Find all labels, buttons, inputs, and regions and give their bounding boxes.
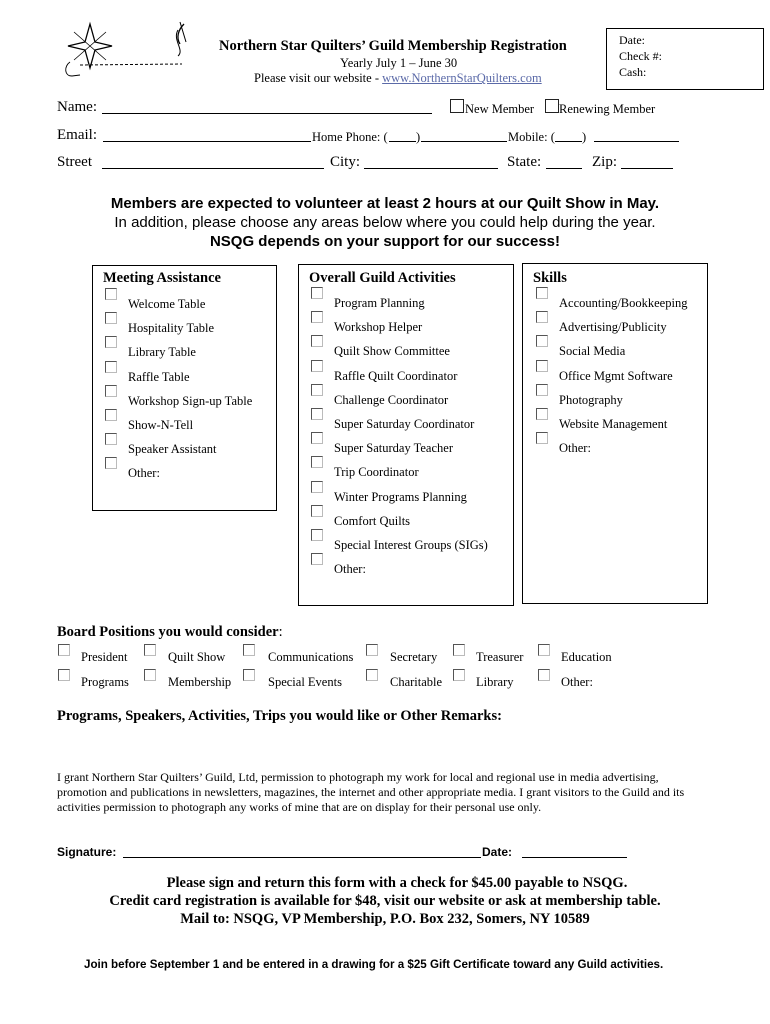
- meeting-assistance-option-label: Welcome Table: [128, 297, 206, 311]
- office-use-box: [606, 28, 764, 90]
- volunteer-notice: [0, 194, 770, 251]
- state-label: State:: [507, 154, 542, 170]
- skills-box: [522, 263, 708, 604]
- board-position-checkbox[interactable]: [453, 644, 465, 656]
- membership-period: Yearly July 1 – June 30: [340, 56, 458, 70]
- new-member-label: New Member: [465, 102, 535, 116]
- skills-option-label: Photography: [559, 392, 623, 407]
- board-position-checkbox[interactable]: [366, 669, 378, 681]
- board-position-label: Programs: [81, 675, 129, 689]
- drawing-notice: Join before September 1 and be entered in a drawing for a $25 Gift Certificate toward any Guild activities.: [84, 958, 664, 971]
- website-line: [254, 71, 542, 86]
- guild-activities-checkbox[interactable]: [311, 360, 323, 372]
- board-position-label: Library: [476, 675, 514, 689]
- guild-activities-checkbox[interactable]: [311, 335, 323, 347]
- meeting-assistance-option-label: Hospitality Table: [128, 321, 215, 336]
- skills-option-label: Office Mgmt Software: [559, 368, 673, 383]
- guild-activities-checkbox[interactable]: [311, 456, 323, 468]
- skills-checkbox[interactable]: [536, 408, 548, 420]
- board-position-checkbox[interactable]: [453, 669, 465, 681]
- guild-activities-checkbox[interactable]: [311, 432, 323, 444]
- guild-activities-checkbox[interactable]: [311, 553, 323, 565]
- website-link[interactable]: www.NorthernStarQuilters.com: [382, 71, 542, 85]
- street-field[interactable]: [102, 168, 324, 169]
- closing-line-2: Credit card registration is available for $48, visit our website or ask at membership table.: [109, 893, 661, 909]
- guild-activities-option-label: Workshop Helper: [334, 320, 423, 335]
- board-position-checkbox[interactable]: [243, 669, 255, 681]
- guild-activities-title: Overall Guild Activities: [309, 270, 456, 286]
- guild-activities-option-label: Trip Coordinator: [334, 465, 419, 480]
- zip-label: Zip:: [592, 154, 617, 170]
- guild-activities-checkbox[interactable]: [311, 287, 323, 299]
- board-position-checkbox[interactable]: [58, 669, 70, 681]
- remarks-area[interactable]: [57, 728, 717, 768]
- closing-instructions: [0, 874, 770, 928]
- meeting-assistance-checkbox[interactable]: [105, 361, 117, 373]
- renewing-member-checkbox[interactable]: [545, 99, 559, 113]
- guild-activities-checkbox[interactable]: [311, 408, 323, 420]
- email-label: Email:: [57, 127, 97, 143]
- home-phone-close: ): [416, 130, 421, 144]
- guild-activities-checkbox[interactable]: [311, 311, 323, 323]
- skills-option-label: Other:: [559, 441, 591, 456]
- signature-label: Signature:: [57, 845, 117, 859]
- volunteer-line-3: NSQG depends on your support for our success!: [209, 233, 561, 250]
- board-position-label: Membership: [168, 675, 232, 689]
- skills-option-label: Accounting/Bookkeeping: [559, 296, 688, 310]
- form-title: Northern Star Quilters’ Guild Membership Registration: [219, 38, 567, 54]
- guild-activities-option-label: Other:: [334, 562, 366, 577]
- board-position-checkbox[interactable]: [366, 644, 378, 656]
- skills-option-label: Advertising/Publicity: [559, 320, 667, 335]
- skills-checkbox[interactable]: [536, 311, 548, 323]
- board-position-label: Communications: [268, 650, 354, 664]
- board-position-checkbox[interactable]: [144, 669, 156, 681]
- guild-activities-option-label: Winter Programs Planning: [334, 489, 467, 504]
- meeting-assistance-checkbox[interactable]: [105, 288, 117, 300]
- board-position-label: Special Events: [268, 675, 342, 689]
- guild-activities-checkbox[interactable]: [311, 481, 323, 493]
- board-position-label: Education: [561, 650, 612, 664]
- board-position-label: Charitable: [390, 675, 443, 689]
- meeting-assistance-checkbox[interactable]: [105, 312, 117, 324]
- office-cash-label: Cash:: [619, 65, 647, 79]
- office-check-label: Check #:: [619, 49, 662, 63]
- closing-line-1: Please sign and return this form with a check for $45.00 payable to NSQG.: [166, 875, 628, 891]
- city-field[interactable]: [364, 168, 498, 169]
- meeting-assistance-option-label: Library Table: [128, 345, 196, 360]
- guild-activities-checkbox[interactable]: [311, 384, 323, 396]
- meeting-assistance-title: Meeting Assistance: [103, 270, 221, 286]
- guild-activities-option-label: Quilt Show Committee: [334, 344, 450, 359]
- remarks-title: Programs, Speakers, Activities, Trips you would like or Other Remarks:: [57, 708, 502, 724]
- board-position-checkbox[interactable]: [538, 644, 550, 656]
- guild-activities-option-label: Super Saturday Coordinator: [334, 417, 475, 431]
- board-position-checkbox[interactable]: [144, 644, 156, 656]
- home-phone-field[interactable]: [421, 141, 507, 142]
- meeting-assistance-option-label: Speaker Assistant: [128, 442, 217, 457]
- meeting-assistance-checkbox[interactable]: [105, 457, 117, 469]
- photo-permission: [57, 770, 684, 815]
- board-position-checkbox[interactable]: [58, 644, 70, 656]
- name-field[interactable]: [102, 113, 432, 114]
- meeting-assistance-option-label: Other:: [128, 466, 160, 481]
- mobile-close: ): [582, 130, 587, 144]
- board-position-label: Treasurer: [476, 650, 524, 664]
- meeting-assistance-checkbox[interactable]: [105, 433, 117, 445]
- zip-field[interactable]: [621, 168, 673, 169]
- skills-checkbox[interactable]: [536, 287, 548, 299]
- board-position-label: Secretary: [390, 650, 438, 664]
- skills-checkbox[interactable]: [536, 384, 548, 396]
- mobile-field[interactable]: [594, 141, 679, 142]
- guild-activities-option-label: Program Planning: [334, 296, 425, 310]
- meeting-assistance-checkbox[interactable]: [105, 385, 117, 397]
- guild-activities-box: [298, 264, 514, 606]
- meeting-assistance-option-label: Raffle Table: [128, 369, 190, 384]
- board-title-text: Board Positions you would consider: [57, 624, 279, 640]
- mobile-label: Mobile: (: [508, 130, 555, 144]
- guild-activities-option-label: Special Interest Groups (SIGs): [334, 538, 488, 552]
- new-member-checkbox[interactable]: [450, 99, 464, 113]
- meeting-assistance-checkbox[interactable]: [105, 409, 117, 421]
- skills-checkbox[interactable]: [536, 360, 548, 372]
- guild-activities-option-label: Raffle Quilt Coordinator: [334, 368, 458, 383]
- skills-checkbox[interactable]: [536, 432, 548, 444]
- mobile-area[interactable]: [555, 141, 582, 142]
- volunteer-line-2: In addition, please choose any areas below where you could help during the year.: [114, 214, 656, 231]
- city-label: City:: [330, 154, 361, 170]
- name-label: Name:: [57, 99, 97, 115]
- email-field[interactable]: [103, 141, 311, 142]
- guild-activities-option-label: Challenge Coordinator: [334, 392, 449, 407]
- skills-option-label: Social Media: [559, 344, 626, 359]
- signature-date-label: Date:: [482, 845, 513, 859]
- skills-option-label: Website Management: [559, 417, 668, 431]
- skills-title: Skills: [533, 270, 567, 286]
- street-label: Street: [57, 154, 92, 170]
- website-prefix: Please visit our website -: [254, 71, 383, 85]
- renewing-member-label: Renewing Member: [559, 102, 656, 116]
- board-position-label: Quilt Show: [168, 650, 226, 664]
- guild-activities-option-label: Comfort Quilts: [334, 513, 411, 528]
- board-title-colon: :: [278, 624, 283, 640]
- home-phone-area[interactable]: [389, 141, 416, 142]
- guild-activities-checkbox[interactable]: [311, 505, 323, 517]
- office-date-label: Date:: [619, 33, 645, 47]
- state-field[interactable]: [546, 168, 582, 169]
- home-phone-label: Home Phone: (: [312, 130, 388, 144]
- signature-field[interactable]: [123, 857, 481, 858]
- board-positions-title: [57, 624, 283, 641]
- volunteer-line-1: Members are expected to volunteer at least 2 hours at our Quilt Show in May.: [110, 195, 660, 212]
- signature-date-field[interactable]: [522, 857, 627, 858]
- permission-line-2: promotion and publications in newsletters, magazines, the internet and other appropriate media. I grant visitors to the Guild and its: [57, 785, 685, 799]
- board-position-label: Other:: [561, 675, 593, 689]
- permission-line-3: activities permission to photograph any works of mine that are on display for their personal use only.: [57, 800, 542, 814]
- guild-activities-checkbox[interactable]: [311, 529, 323, 541]
- board-position-label: President: [81, 650, 128, 664]
- meeting-assistance-option-label: Show-N-Tell: [128, 418, 194, 432]
- closing-line-3: Mail to: NSQG, VP Membership, P.O. Box 232, Somers, NY 10589: [180, 911, 590, 927]
- permission-line-1: I grant Northern Star Quilters’ Guild, Ltd, permission to photograph my work for local and regional use in media advertising,: [57, 770, 659, 784]
- board-position-checkbox[interactable]: [538, 669, 550, 681]
- star-needle-logo: [60, 20, 195, 82]
- meeting-assistance-checkbox[interactable]: [105, 336, 117, 348]
- board-position-checkbox[interactable]: [243, 644, 255, 656]
- guild-activities-option-label: Super Saturday Teacher: [334, 441, 453, 456]
- meeting-assistance-option-label: Workshop Sign-up Table: [128, 393, 253, 408]
- skills-checkbox[interactable]: [536, 335, 548, 347]
